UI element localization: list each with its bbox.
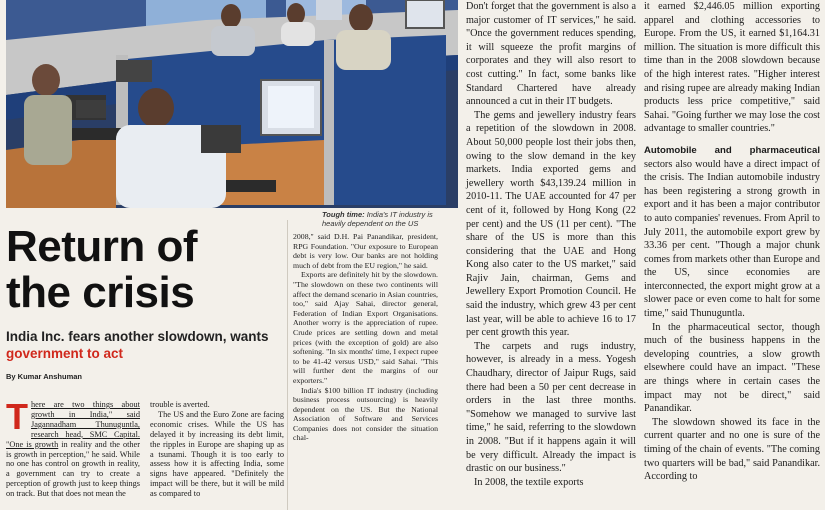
deck-text: India Inc. fears another slowdown, wants — [6, 329, 269, 344]
col1-rest: in reality and the other is growth in perception," he said. While no one has control on growth in reality, a government can try to create a perception of growth just to keep things on track. But that does not mean the — [6, 439, 140, 499]
col1-underlined: here are two things about growth in India," said Jagannadham Thunuguntla, research head, SMC Capital. "One is growth — [6, 400, 140, 449]
col5-paragraph: In the pharmaceutical sector, though much of the business happens in the developing countries, a slow growth elsewhere could have an impact. "These are things where in certain cases the impact may not be direct," said Panandikar. — [644, 321, 820, 415]
photo-caption — [322, 210, 456, 228]
headline-line-2: the crisis — [6, 268, 195, 317]
article-column-1 — [6, 396, 140, 499]
col2-paragraph: trouble is averted. — [150, 400, 210, 409]
col5-subhead-rest: sectors also would have a direct impact of the crisis. The Indian automobile industry has been registering a strong growth in export and it has been a major contributor to auto companies' revenues. From April to July 2011, the automobile export grew by 33.36 per cent. "Though a major chunk comes from markets other than Europe and the US, since economies are interconnected, the export might grow at a slower pace or even come to halt for some time," said Thunuguntla. — [644, 158, 820, 320]
headline — [6, 224, 197, 316]
article-column-3 — [293, 232, 438, 443]
col3-paragraph: India's $100 billion IT industry (including business process outsourcing) is heavily dependent on the US. But the National Association of Software and Services Companies does not consider the situation chal- — [293, 385, 438, 443]
deck — [6, 328, 306, 362]
column-divider — [287, 220, 288, 510]
col2-paragraph: The US and the Euro Zone are facing economic crises. While the US has delayed it by increasing its debt limit, the ripples in Europe are shaping up as a tsunami. Though it is too early to assess how it is affecting India, some signs have appeared. "Definitely the impact will be there, but it will be mild as compared to — [150, 409, 284, 499]
col5-subhead: Automobile and pharmaceutical — [644, 144, 820, 156]
col5-paragraph: it earned $2,446.05 million exporting apparel and clothing accessories to Europe. From the US, it earned $1,164.31 million. The situation is more difficult this time than in the 2008 slowdown because of the high interest rates. "Higher interest and rising rupee are already making Indian products less price competitive," said Sahai. "Going further we may lose the cost advantage to smaller countries." — [644, 1, 820, 135]
col4-paragraph: The gems and jewellery industry fears a repetition of the slowdown in 2008. About 50,000 people lost their jobs then, owing to the slow demand in the key markets. India exported gems and jewellery worth $43,139.24 million in 2010-11. The UAE accounted for 47 per cent of it, followed by Hong Kong (22 per cent) and the US (11 per cent). "The share of the US is more than this considering that the UAE and Hong Kong also cater to the US market," said Rajiv Jain, chairman, Gems and Jewellery Export Promotion Council. He said the industry, which grew 43 per cent last year, will be able to achieve 16 to 17 per cent growth this year. — [466, 109, 636, 339]
caption-text: India's IT industry is heavily dependent on the US — [322, 210, 433, 228]
col5-subhead-paragraph — [644, 144, 820, 321]
article-column-4 — [466, 0, 636, 489]
caption-lead: Tough time: — [322, 210, 365, 219]
office-photo — [6, 0, 458, 208]
col5-paragraph: The slowdown showed its face in the current quarter and no one is sure of the timing of the chain of events. "The coming two quarters will be bad," said Panandikar. According to — [644, 416, 820, 483]
drop-cap: T — [6, 396, 28, 437]
col3-paragraph: Exports are definitely hit by the slowdown. "The slowdown on these two continents will affect the demand scenario in Asian countries, too," said Ajay Sahai, director general, Federation of Indian Export Organisations. Another worry is the appreciation of rupee. Crude prices are settling down and metal prices (with the exception of gold) are also softening. "In six months' time, I expect rupee to be 41-42 versus USD," said Sahai. "This will further dent the margins of our exporters." — [293, 270, 438, 385]
col4-paragraph: Don't forget that the government is also a major customer of IT services," he said. "Once the government reduces spending, it will squeeze the profit margins of corporates and they will also resort to cost cutting." In fact, some banks like Standard Chartered have already announced a cut in their IT budgets. — [466, 1, 636, 108]
col4-paragraph: In 2008, the textile exports — [474, 476, 584, 488]
headline-line-1: Return of — [6, 222, 198, 271]
byline: By Kumar Anshuman — [6, 372, 82, 381]
col4-paragraph: The carpets and rugs industry, however, is already in a mess. Yogesh Chaudhary, director of Jaipur Rugs, said there had been a 50 per cent decrease in orders in the last three months. "Somehow we managed to survive last time," he said, referring to the slowdown in 2008. "But if it happens again it will be very difficult. Already the impact is drastic on our business." — [466, 340, 636, 475]
article-column-5 — [644, 0, 820, 484]
article-column-2 — [150, 400, 284, 499]
col3-paragraph: 2008," said D.H. Pai Panandikar, president, RPG Foundation. "Our exposure to European debt is very low. Our banks are not holding much of debt from the EU region," he said. — [293, 232, 438, 270]
deck-highlight: government to act — [6, 346, 124, 361]
